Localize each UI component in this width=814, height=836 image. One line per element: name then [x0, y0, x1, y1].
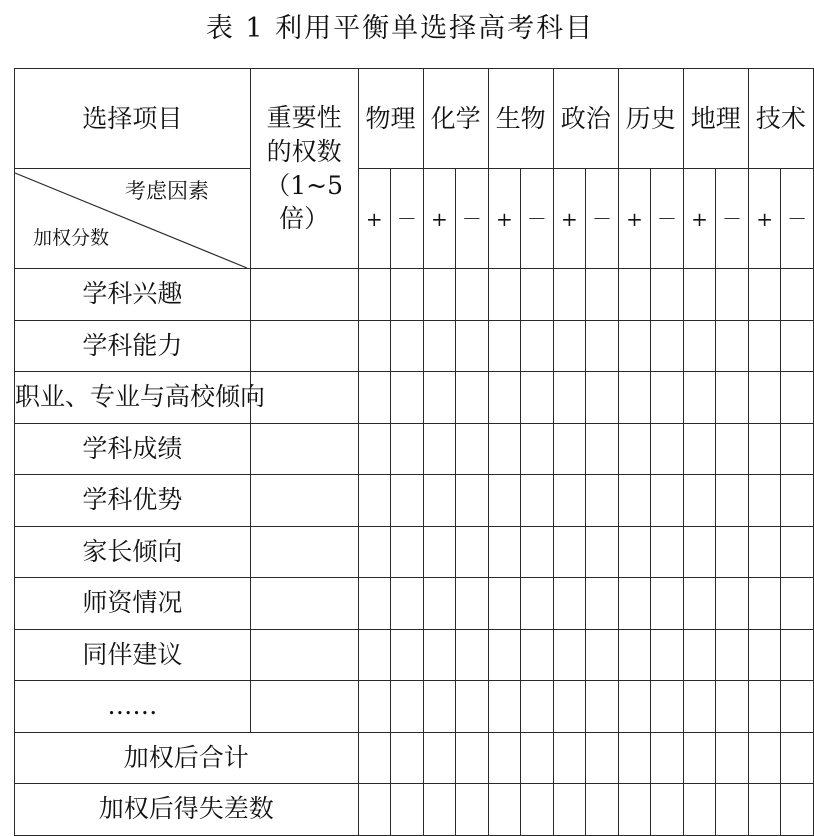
- subject-header: 政治: [553, 69, 618, 169]
- score-cell: [651, 784, 684, 836]
- score-cell: [521, 784, 554, 836]
- score-cell: [586, 629, 619, 681]
- plus-sign: +: [358, 169, 391, 269]
- score-cell: [683, 320, 716, 372]
- subject-header: 生物: [488, 69, 553, 169]
- score-cell: [553, 732, 586, 784]
- score-cell: [391, 423, 424, 475]
- table-row: [15, 578, 814, 630]
- score-cell: [586, 732, 619, 784]
- score-cell: [521, 578, 554, 630]
- weight-cell: [250, 372, 358, 424]
- table-row: [15, 526, 814, 578]
- table-row: [15, 423, 814, 475]
- table-title: 表 1 利用平衡单选择高考科目: [205, 13, 595, 44]
- minus-sign: －: [716, 169, 749, 269]
- score-cell: [488, 629, 521, 681]
- table-row: [15, 681, 814, 733]
- weight-line-1: 重要性: [266, 103, 342, 132]
- score-cell: [553, 629, 586, 681]
- score-cell: [488, 269, 521, 321]
- score-cell: [456, 320, 489, 372]
- weight-cell: [250, 578, 358, 630]
- score-cell: [651, 732, 684, 784]
- score-cell: [683, 423, 716, 475]
- score-cell: [683, 732, 716, 784]
- score-cell: [358, 320, 391, 372]
- score-cell: [423, 320, 456, 372]
- weight-cell: [250, 526, 358, 578]
- score-cell: [358, 269, 391, 321]
- score-cell: [391, 475, 424, 527]
- score-cell: [748, 629, 781, 681]
- score-cell: [651, 526, 684, 578]
- score-cell: [456, 681, 489, 733]
- factor-label: 学科优势: [15, 475, 251, 527]
- score-cell: [748, 578, 781, 630]
- header-weight: [250, 69, 358, 269]
- minus-sign: －: [456, 169, 489, 269]
- score-cell: [781, 784, 814, 836]
- score-cell: [488, 475, 521, 527]
- score-cell: [488, 423, 521, 475]
- score-cell: [618, 629, 651, 681]
- table-row: [15, 269, 814, 321]
- score-cell: [358, 732, 391, 784]
- score-cell: [423, 629, 456, 681]
- score-cell: [358, 578, 391, 630]
- score-cell: [423, 681, 456, 733]
- score-cell: [748, 423, 781, 475]
- score-cell: [488, 526, 521, 578]
- decision-balance-table: [14, 68, 814, 836]
- score-cell: [423, 578, 456, 630]
- score-cell: [683, 629, 716, 681]
- subject-header: 历史: [618, 69, 683, 169]
- score-cell: [358, 681, 391, 733]
- score-cell: [553, 423, 586, 475]
- score-cell: [618, 320, 651, 372]
- score-cell: [423, 372, 456, 424]
- weight-cell: [250, 629, 358, 681]
- score-cell: [586, 578, 619, 630]
- score-cell: [358, 475, 391, 527]
- factor-label: 学科能力: [15, 320, 251, 372]
- score-cell: [521, 475, 554, 527]
- factor-label: 学科兴趣: [15, 269, 251, 321]
- score-cell: [553, 526, 586, 578]
- plus-sign: +: [683, 169, 716, 269]
- score-cell: [391, 681, 424, 733]
- score-cell: [781, 475, 814, 527]
- header-select-item: 选择项目: [15, 69, 251, 169]
- score-cell: [358, 372, 391, 424]
- score-cell: [456, 269, 489, 321]
- score-cell: [553, 372, 586, 424]
- minus-sign: －: [521, 169, 554, 269]
- score-cell: [586, 372, 619, 424]
- subject-header: 地理: [683, 69, 748, 169]
- score-cell: [651, 578, 684, 630]
- factor-label: 家长倾向: [15, 526, 251, 578]
- score-cell: [781, 423, 814, 475]
- score-cell: [456, 732, 489, 784]
- score-cell: [488, 784, 521, 836]
- score-cell: [488, 578, 521, 630]
- score-cell: [358, 526, 391, 578]
- weight-cell: [250, 320, 358, 372]
- plus-sign: +: [553, 169, 586, 269]
- score-cell: [391, 372, 424, 424]
- score-cell: [618, 526, 651, 578]
- score-cell: [651, 372, 684, 424]
- score-cell: [521, 629, 554, 681]
- score-cell: [683, 475, 716, 527]
- score-cell: [716, 681, 749, 733]
- weight-line-3: （1~5 倍）: [265, 170, 344, 234]
- subject-header: 化学: [423, 69, 488, 169]
- score-cell: [683, 269, 716, 321]
- factor-label: 学科成绩: [15, 423, 251, 475]
- plus-sign: +: [618, 169, 651, 269]
- score-cell: [781, 269, 814, 321]
- score-cell: [683, 784, 716, 836]
- score-cell: [618, 681, 651, 733]
- score-cell: [618, 475, 651, 527]
- score-cell: [716, 475, 749, 527]
- score-cell: [586, 320, 619, 372]
- score-cell: [618, 578, 651, 630]
- score-cell: [651, 423, 684, 475]
- total-label: 加权后合计: [15, 732, 359, 784]
- score-cell: [716, 526, 749, 578]
- score-cell: [781, 578, 814, 630]
- score-cell: [651, 269, 684, 321]
- score-cell: [586, 784, 619, 836]
- weight-cell: [250, 475, 358, 527]
- score-cell: [391, 269, 424, 321]
- score-cell: [651, 475, 684, 527]
- score-cell: [651, 629, 684, 681]
- score-cell: [456, 423, 489, 475]
- score-cell: [748, 732, 781, 784]
- score-cell: [553, 475, 586, 527]
- score-cell: [391, 526, 424, 578]
- minus-sign: －: [781, 169, 814, 269]
- table-row: [15, 372, 814, 424]
- score-cell: [358, 423, 391, 475]
- score-cell: [521, 269, 554, 321]
- minus-sign: －: [391, 169, 424, 269]
- score-cell: [716, 629, 749, 681]
- score-cell: [456, 475, 489, 527]
- score-cell: [781, 526, 814, 578]
- score-cell: [683, 681, 716, 733]
- score-cell: [423, 784, 456, 836]
- plus-sign: +: [488, 169, 521, 269]
- score-cell: [748, 784, 781, 836]
- weight-cell: [250, 423, 358, 475]
- score-cell: [488, 681, 521, 733]
- score-cell: [781, 732, 814, 784]
- factor-label: 职业、专业与高校倾向: [15, 372, 251, 424]
- score-cell: [391, 320, 424, 372]
- factor-label: 同伴建议: [15, 629, 251, 681]
- score-cell: [781, 629, 814, 681]
- score-cell: [683, 372, 716, 424]
- total-label: 加权后得失差数: [15, 784, 359, 836]
- score-cell: [651, 681, 684, 733]
- score-cell: [716, 578, 749, 630]
- score-cell: [748, 269, 781, 321]
- score-cell: [521, 372, 554, 424]
- score-cell: [618, 269, 651, 321]
- score-cell: [781, 372, 814, 424]
- score-cell: [586, 423, 619, 475]
- score-cell: [748, 372, 781, 424]
- score-cell: [488, 372, 521, 424]
- score-cell: [716, 732, 749, 784]
- score-cell: [423, 475, 456, 527]
- minus-sign: －: [651, 169, 684, 269]
- score-cell: [781, 681, 814, 733]
- score-cell: [748, 475, 781, 527]
- score-cell: [683, 578, 716, 630]
- score-cell: [488, 320, 521, 372]
- score-cell: [716, 320, 749, 372]
- score-cell: [651, 320, 684, 372]
- subject-header: 物理: [358, 69, 423, 169]
- plus-sign: +: [748, 169, 781, 269]
- score-cell: [781, 320, 814, 372]
- score-cell: [716, 269, 749, 321]
- score-cell: [391, 578, 424, 630]
- minus-sign: －: [586, 169, 619, 269]
- score-cell: [716, 784, 749, 836]
- weight-cell: [250, 269, 358, 321]
- score-cell: [618, 372, 651, 424]
- plus-sign: +: [423, 169, 456, 269]
- score-cell: [456, 526, 489, 578]
- subject-header: 技术: [748, 69, 813, 169]
- score-cell: [423, 732, 456, 784]
- score-cell: [521, 320, 554, 372]
- score-cell: [586, 526, 619, 578]
- score-cell: [456, 578, 489, 630]
- score-cell: [423, 526, 456, 578]
- score-cell: [683, 526, 716, 578]
- diag-label-factors: 考虑因素: [125, 179, 209, 203]
- score-cell: [716, 423, 749, 475]
- score-cell: [748, 320, 781, 372]
- factor-label: ……: [15, 681, 251, 733]
- score-cell: [553, 681, 586, 733]
- diag-label-scores: 加权分数: [33, 227, 110, 249]
- score-cell: [586, 681, 619, 733]
- score-cell: [521, 681, 554, 733]
- table-row: [15, 475, 814, 527]
- score-cell: [391, 732, 424, 784]
- score-cell: [488, 732, 521, 784]
- score-cell: [521, 423, 554, 475]
- table-row: [15, 320, 814, 372]
- factor-label: 师资情况: [15, 578, 251, 630]
- score-cell: [456, 629, 489, 681]
- total-row: [15, 732, 814, 784]
- score-cell: [423, 269, 456, 321]
- score-cell: [618, 732, 651, 784]
- diagonal-header-cell: [15, 169, 251, 269]
- score-cell: [521, 526, 554, 578]
- score-cell: [748, 526, 781, 578]
- total-row: [15, 784, 814, 836]
- score-cell: [456, 372, 489, 424]
- score-cell: [391, 784, 424, 836]
- table-row: [15, 629, 814, 681]
- score-cell: [618, 423, 651, 475]
- score-cell: [748, 681, 781, 733]
- score-cell: [716, 372, 749, 424]
- score-cell: [553, 320, 586, 372]
- score-cell: [391, 629, 424, 681]
- weight-line-2: 的权数: [266, 136, 342, 166]
- score-cell: [553, 269, 586, 321]
- score-cell: [423, 423, 456, 475]
- score-cell: [456, 784, 489, 836]
- score-cell: [358, 784, 391, 836]
- score-cell: [553, 578, 586, 630]
- score-cell: [586, 475, 619, 527]
- score-cell: [586, 269, 619, 321]
- score-cell: [553, 784, 586, 836]
- score-cell: [521, 732, 554, 784]
- weight-cell: [250, 681, 358, 733]
- score-cell: [358, 629, 391, 681]
- score-cell: [618, 784, 651, 836]
